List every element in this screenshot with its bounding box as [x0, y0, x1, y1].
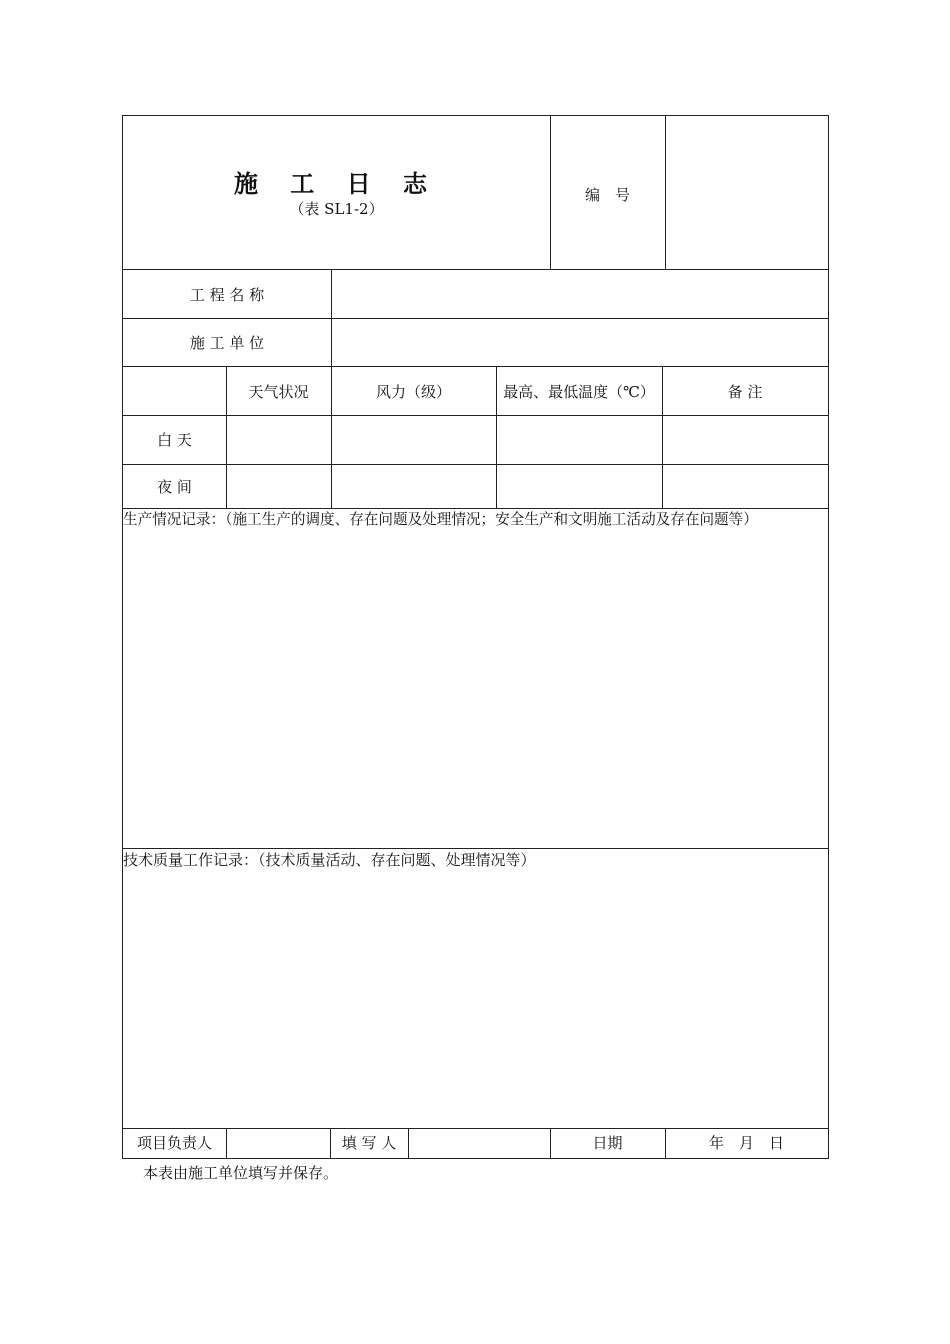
form-note: 本表由施工单位填写并保存。	[143, 1164, 339, 1182]
temperature-column-header: 最高、最低温度（℃）	[503, 383, 655, 401]
divider	[123, 269, 828, 270]
production-record-label: 生产情况记录：（施工生产的调度、存在问题及处理情况；安全生产和文明施工活动及存在问题等）	[123, 511, 758, 528]
divider	[123, 848, 828, 849]
divider	[665, 116, 666, 269]
night-row-label: 夜 间	[157, 478, 192, 496]
divider	[331, 269, 332, 366]
divider	[123, 415, 828, 416]
number-label: 编 号	[584, 186, 630, 204]
production-record-field[interactable]	[125, 534, 825, 844]
divider	[123, 508, 828, 509]
wind-column-header: 风力（级）	[375, 383, 451, 401]
divider	[226, 1128, 227, 1158]
construction-unit-label: 施 工 单 位	[189, 334, 265, 352]
form-code: （表 SL1-2）	[289, 200, 384, 218]
divider	[123, 366, 828, 367]
quality-record-field[interactable]	[125, 874, 825, 1124]
date-label: 日期	[592, 1134, 623, 1152]
divider	[123, 318, 828, 319]
quality-record-label: 技术质量工作记录：（技术质量活动、存在问题、处理情况等）	[123, 851, 536, 869]
remarks-column-header: 备 注	[727, 383, 763, 401]
construction-log-form	[122, 115, 829, 1159]
day-row-label: 白 天	[157, 431, 192, 449]
project-name-label: 工 程 名 称	[189, 286, 265, 304]
filled-by-label: 填 写 人	[341, 1134, 397, 1152]
divider	[408, 1128, 409, 1158]
divider	[123, 1128, 828, 1129]
divider	[123, 464, 828, 465]
weather-column-header: 天气状况	[248, 383, 309, 401]
project-manager-label: 项目负责人	[136, 1134, 212, 1152]
form-title: 施 工 日 志	[233, 170, 440, 198]
date-field[interactable]: 年 月 日	[708, 1134, 784, 1152]
